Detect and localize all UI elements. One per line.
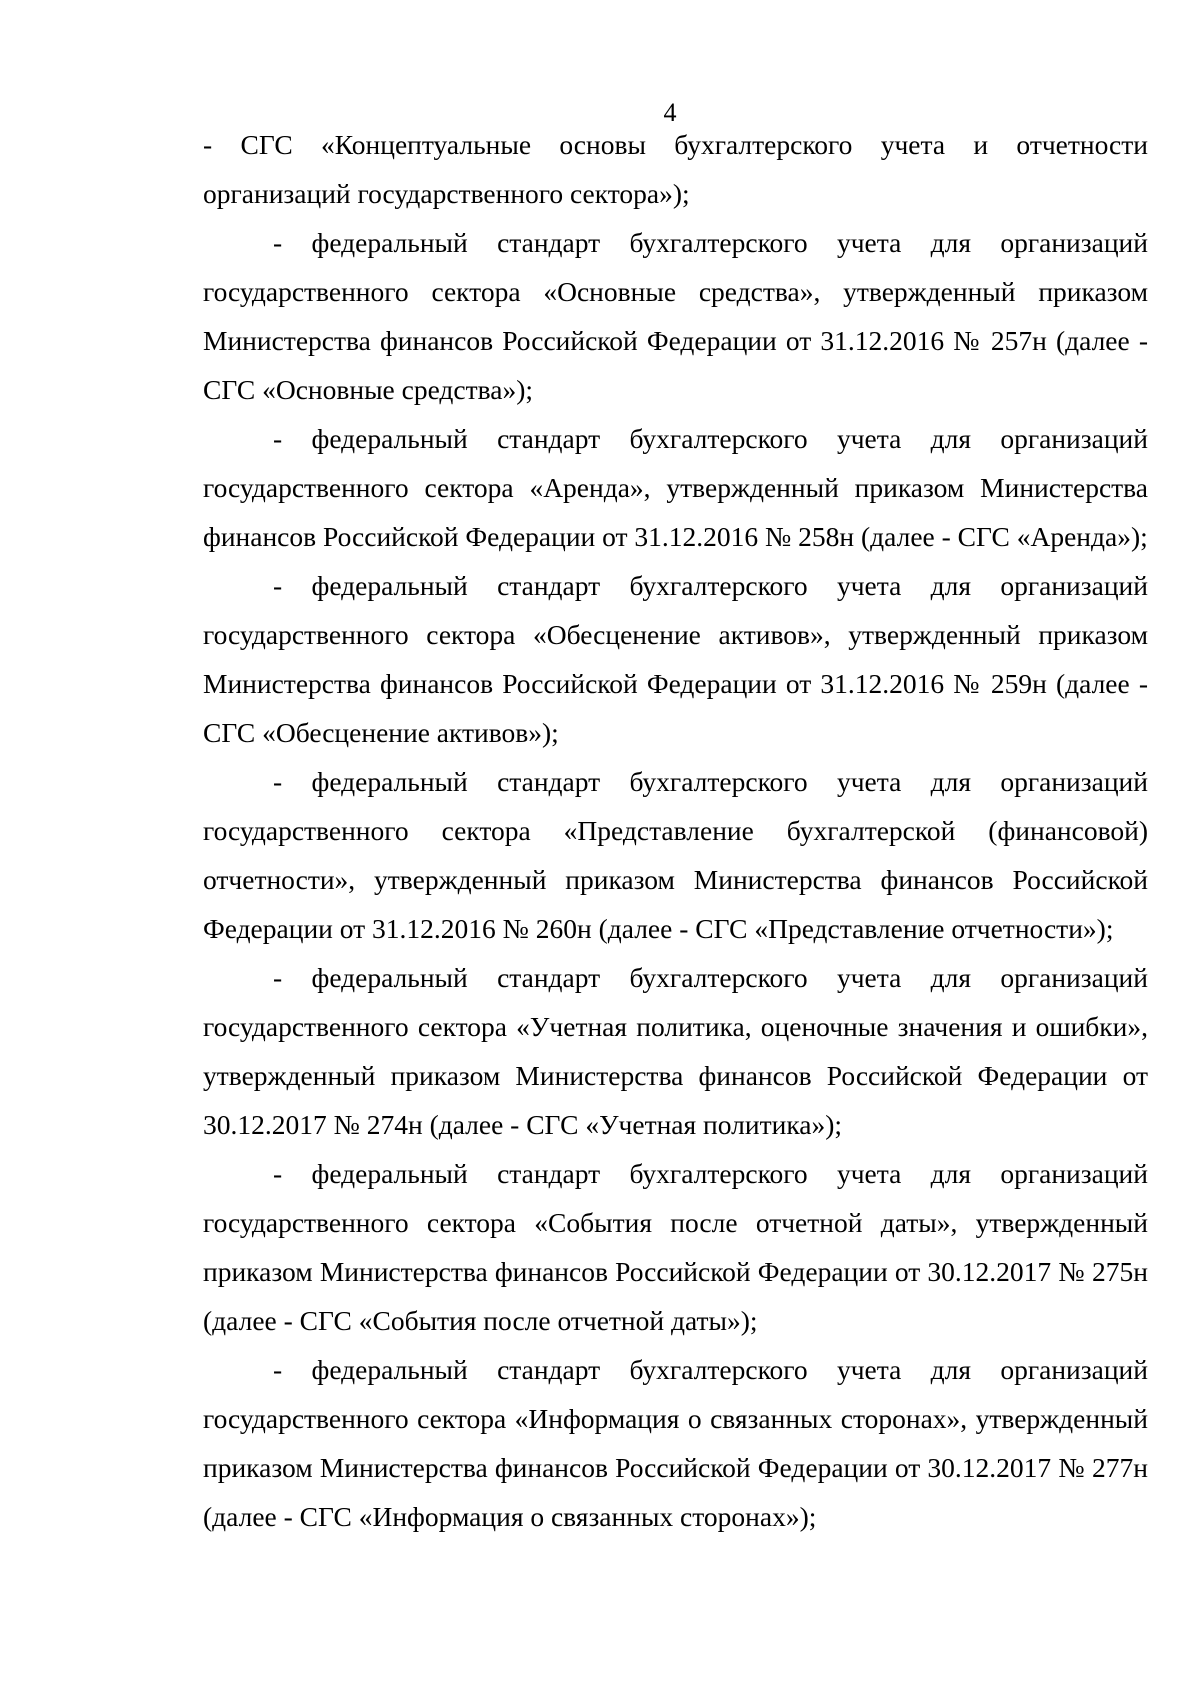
paragraph-sgs-conceptual: - СГС «Концептуальные основы бухгалтерского учета и отчетности организаций государственного сектора»);: [203, 129, 1148, 209]
document-body: [203, 120, 1148, 1541]
paragraph-lease: - федеральный стандарт бухгалтерского учета для организаций государственного сектора «Аренда», утвержденный приказом Министерства финансов Российской Федерации от 31.12.2016 № 258н (далее - СГС «Аренда»);: [203, 423, 1148, 552]
page-number: 4: [663, 98, 677, 127]
paragraph-events-after-reporting-date: - федеральный стандарт бухгалтерского учета для организаций государственного сектора «События после отчетной даты», утвержденный приказом Министерства финансов Российской Федерации от 30.12.2017 № 275н (далее - СГС «События после отчетной даты»);: [203, 1158, 1148, 1336]
paragraph-related-parties: - федеральный стандарт бухгалтерского учета для организаций государственного сектора «Информация о связанных сторонах», утвержденный приказом Министерства финансов Российской Федерации от 30.12.2017 № 277н (далее - СГС «Информация о связанных сторонах»);: [203, 1354, 1148, 1532]
paragraph-asset-impairment: - федеральный стандарт бухгалтерского учета для организаций государственного сектора «Обесценение активов», утвержденный приказом Министерства финансов Российской Федерации от 31.12.2016 № 259н (далее - СГС «Обесценение активов»);: [203, 570, 1148, 748]
paragraph-accounting-policy: - федеральный стандарт бухгалтерского учета для организаций государственного сектора «Учетная политика, оценочные значения и ошибки», утвержденный приказом Министерства финансов Российской Федерации от 30.12.2017 № 274н (далее - СГС «Учетная политика»);: [203, 962, 1148, 1140]
paragraph-fixed-assets: - федеральный стандарт бухгалтерского учета для организаций государственного сектора «Основные средства», утвержденный приказом Министерства финансов Российской Федерации от 31.12.2016 № 257н (далее - СГС «Основные средства»);: [203, 227, 1148, 405]
paragraph-reporting-presentation: - федеральный стандарт бухгалтерского учета для организаций государственного сектора «Представление бухгалтерской (финансовой) отчетности», утвержденный приказом Министерства финансов Российской Федерации от 31.12.2016 № 260н (далее - СГС «Представление отчетности»);: [203, 766, 1148, 944]
